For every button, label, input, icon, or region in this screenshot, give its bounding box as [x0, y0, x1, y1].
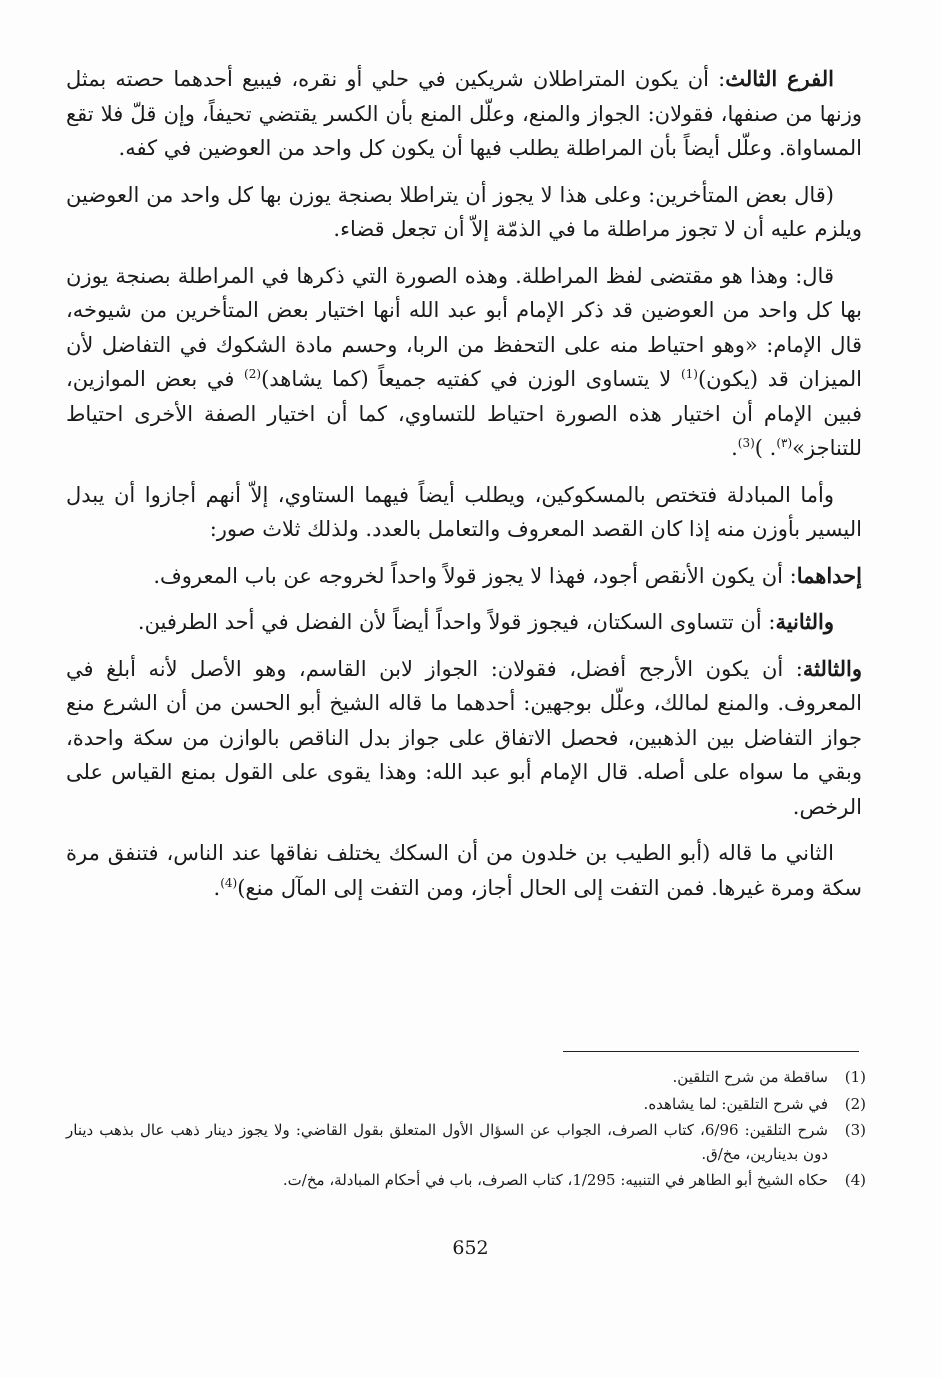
- footnote-text: في شرح التلقين: لما يشاهده.: [643, 1094, 828, 1113]
- paragraph-4-text: وأما المبادلة فتختص بالمسكوكين، ويطلب أيضاً فيهما الستاوي، إلاّ أنهم أجازوا أن يبدل اليسير بأوزن منه إذا كان القصد المعروف والتعامل بالعدد. ولذلك ثلاث صور:: [66, 482, 862, 541]
- footnote: [66, 1093, 866, 1117]
- case-one-heading: إحداهما: [796, 562, 862, 588]
- paragraph-8: [66, 836, 862, 905]
- paragraph-2: [66, 178, 862, 247]
- page-number: 652: [452, 1237, 489, 1259]
- paragraph-3-text-b: لا يتساوى الوزن في كفتيه جميعاً (كما يشاهد): [261, 367, 681, 391]
- section-heading: الفرع الثالث: [725, 66, 834, 91]
- paragraph-3: [66, 259, 862, 466]
- paragraph-3-text-e: .: [731, 436, 738, 460]
- footnote-number: (2): [844, 1094, 866, 1113]
- footnote-text: شرح التلقين: 6/96، كتاب الصرف، الجواب عن السؤال الأول المتعلق بقول القاضي: ولا يجوز دينار ذهب عال بذهب دينار دون بدينارين، مخ/ق.: [66, 1121, 828, 1163]
- footnote-number: (3): [844, 1121, 866, 1139]
- footnote-number: (4): [844, 1171, 866, 1189]
- paragraph-6: [66, 605, 862, 640]
- paragraph-8-end: .: [213, 875, 221, 900]
- footnote: [66, 1169, 866, 1193]
- paragraph-4: [66, 478, 862, 547]
- footnote-ref-1: (1): [680, 367, 698, 381]
- paragraph-7: [66, 652, 862, 825]
- footnote-ref-3: (3): [737, 436, 755, 450]
- case-two-heading: والثانية: [775, 609, 834, 634]
- paragraph-1-text: : أن يكون المتراطلان شريكين في حلي أو نقره، فيبيع أحدهما حصته بمثل وزنها من صنفها، فقولان: الجواز والمنع، وعلّل المنع بأن الكسر يقتضي تحيفاً، وإن قلّ فلا تقع المساواة. وعلّل أيضاً بأن المراطلة يطلب فيها أن يكون كل واحد من العوضين في كفه.: [66, 67, 862, 160]
- paragraph-1: [66, 62, 862, 166]
- footnote-ref-4: (4): [220, 875, 238, 890]
- paragraph-2-text: (قال بعض المتأخرين: وعلى هذا لا يجوز أن يتراطلا بصنجة يوزن بها كل واحد من العوضين ويلزم عليه أن لا تجوز مراطلة ما في الذمّة إلاّ أن تجعل قضاء.: [66, 182, 862, 241]
- paragraph-3-text-c: في بعض الموازين، فبين الإمام أن اختيار هذه الصورة احتياط للتساوي، كما أن اختيار الصفة الأخرى احتياط للتناجز»: [66, 367, 862, 460]
- footnote-ref-2: (2): [244, 367, 262, 381]
- footnote-ref-3-arabic: (٣): [776, 436, 793, 450]
- footnote-text: حكاه الشيخ أبو الطاهر في التنبيه: 1/295، كتاب الصرف، باب في أحكام المبادلة، مخ/ت.: [282, 1171, 828, 1189]
- paragraph-6-text: : أن تتساوى السكتان، فيجوز قولاً واحداً أيضاً لأن الفضل في أحد الطرفين.: [137, 610, 776, 634]
- paragraph-3-text-d: . ): [754, 436, 777, 460]
- paragraph-3-text-a: قال: وهذا هو مقتضى لفظ المراطلة. وهذه الصورة التي ذكرها في المراطلة بصنجة يوزن بها كل واحد من العوضين قد ذكر الإمام أبو عبد الله أنها اختيار بعض المتأخرين من شيوخه، قال الإمام: «وهو احتياط منه على التحفظ من الربا، وحسم مادة الشكوك في التفاضل لأن الميزان قد (يكون): [66, 263, 863, 391]
- footnote: [66, 1119, 866, 1166]
- footnotes: [66, 1066, 866, 1196]
- footnote-separator: [563, 1051, 859, 1052]
- case-three-heading: والثالثة: [802, 655, 862, 681]
- paragraph-7-text: : أن يكون الأرجح أفضل، فقولان: الجواز لابن القاسم، وهو الأصل لأنه أبلغ في المعروف. والمنع لمالك، وعلّل بوجهين: أحدهما ما قاله الشيخ أبو الحسن من أن الشرع منع جواز التفاضل بين الذهبين، فحصل الاتفاق على جواز بدل الناقص بالوازن من سكة واحدة، وبقي ما سواه على أصله. قال الإمام أبو عبد الله: وهذا يقوى على القول بمنع القياس على الرخص.: [66, 656, 862, 819]
- footnote-number: (1): [844, 1068, 866, 1086]
- footnote: [66, 1066, 866, 1090]
- paragraph-8-text: الثاني ما قاله (أبو الطيب بن خلدون من أن السكك يختلف نفاقها عند الناس، فتنفق مرة سكة ومرة غيرها. فمن التفت إلى الحال أجاز، ومن التفت إلى المآل منع): [66, 841, 862, 900]
- paragraph-5-text: : أن يكون الأنقص أجود، فهذا لا يجوز قولاً واحداً لخروجه عن باب المعروف.: [153, 563, 797, 588]
- paragraph-5: [66, 559, 862, 594]
- main-text: [66, 62, 862, 917]
- footnote-text: ساقطة من شرح التلقين.: [672, 1068, 828, 1086]
